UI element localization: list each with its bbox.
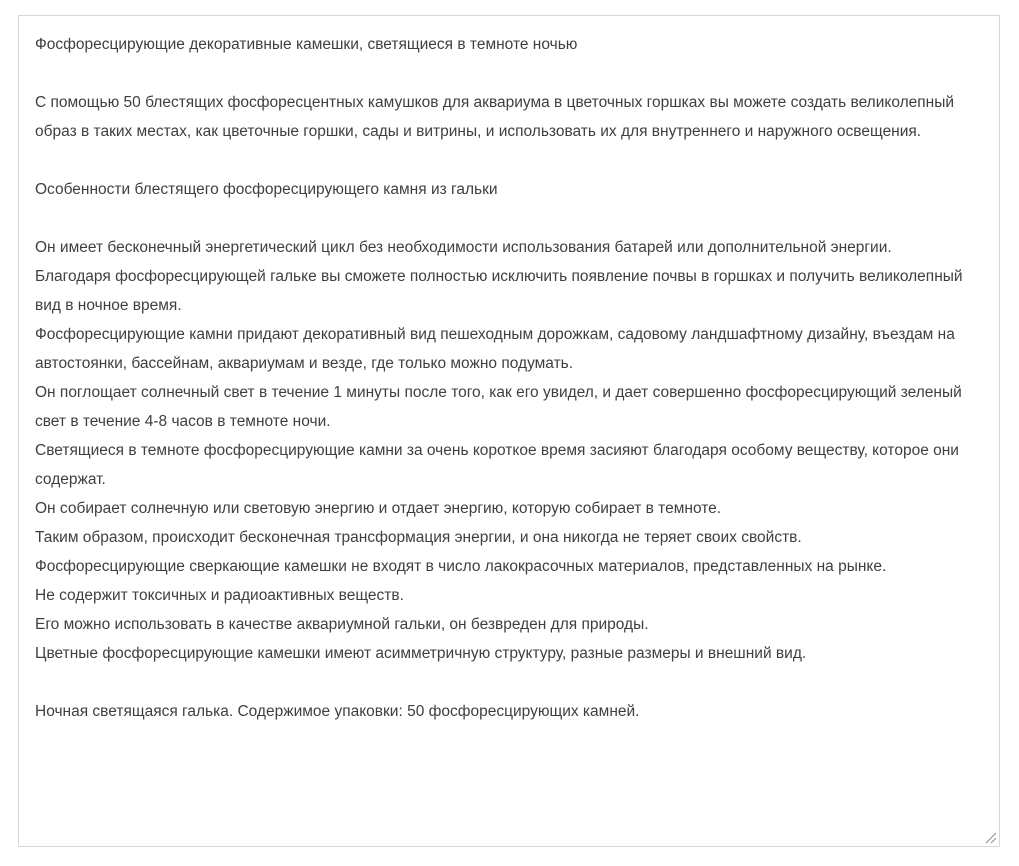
textarea-content[interactable] xyxy=(35,30,983,726)
text-line: Его можно использовать в качестве аквариумной гальки, он безвреден для природы. xyxy=(35,616,649,633)
blank-line xyxy=(35,59,983,88)
text-line: Он поглощает солнечный свет в течение 1 минуты после того, как его увидел, и дает совершенно фосфоресцирующий зеленый свет в течение 4-8 часов в темноте ночи. xyxy=(35,384,962,430)
blank-line xyxy=(35,146,983,175)
blank-line xyxy=(35,204,983,233)
text-line: Фосфоресцирующие декоративные камешки, светящиеся в темноте ночью xyxy=(35,36,578,53)
text-line: Благодаря фосфоресцирующей гальке вы сможете полностью исключить появление почвы в горшках и получить великолепный вид в ночное время. xyxy=(35,268,963,314)
text-line: Цветные фосфоресцирующие камешки имеют асимметричную структуру, разные размеры и внешний вид. xyxy=(35,645,807,662)
text-line: Светящиеся в темноте фосфоресцирующие камни за очень короткое время засияют благодаря особому веществу, которое они содержат. xyxy=(35,442,959,488)
description-textarea[interactable] xyxy=(18,15,1000,847)
text-line: Ночная светящаяся галька. Содержимое упаковки: 50 фосфоресцирующих камней. xyxy=(35,703,640,720)
text-line: Особенности блестящего фосфоресцирующего камня из гальки xyxy=(35,181,498,198)
text-line: Он собирает солнечную или световую энергию и отдает энергию, которую собирает в темноте. xyxy=(35,500,722,517)
text-line: Он имеет бесконечный энергетический цикл без необходимости использования батарей или дополнительной энергии. xyxy=(35,239,892,256)
text-line: Фосфоресцирующие сверкающие камешки не входят в число лакокрасочных материалов, представленных на рынке. xyxy=(35,558,887,575)
blank-line xyxy=(35,668,983,697)
text-line: С помощью 50 блестящих фосфоресцентных камушков для аквариума в цветочных горшках вы можете создать великолепный образ в таких местах, как цветочные горшки, сады и витрины, и использовать их для внутреннего и наружного освещения. xyxy=(35,94,955,140)
text-line: Фосфоресцирующие камни придают декоративный вид пешеходным дорожкам, садовому ландшафтному дизайну, въездам на автостоянки, бассейнам, аквариумам и везде, где только можно подумать. xyxy=(35,326,955,372)
text-line: Не содержит токсичных и радиоактивных веществ. xyxy=(35,587,404,604)
resize-handle-icon[interactable] xyxy=(983,830,997,844)
text-line: Таким образом, происходит бесконечная трансформация энергии, и она никогда не теряет своих свойств. xyxy=(35,529,802,546)
